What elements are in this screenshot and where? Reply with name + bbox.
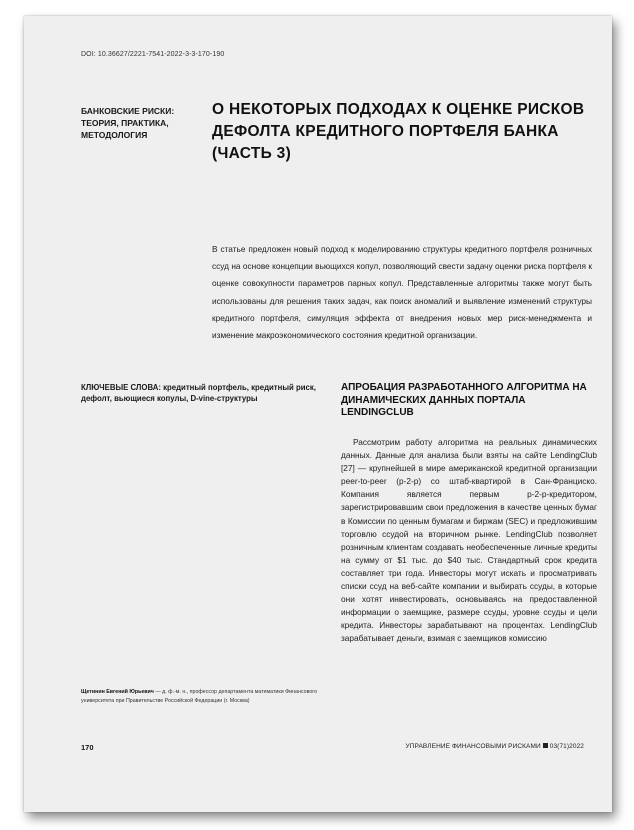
keywords — [81, 382, 326, 404]
section-heading: АПРОБАЦИЯ РАЗРАБОТАННОГО АЛГОРИТМА НА ДИНАМИЧЕСКИХ ДАННЫХ ПОРТАЛА LENDINGCLUB — [341, 382, 587, 418]
section-label: БАНКОВСКИЕ РИСКИ: ТЕОРИЯ, ПРАКТИКА, МЕТОДОЛОГИЯ — [81, 106, 175, 140]
article-title: О НЕКОТОРЫХ ПОДХОДАХ К ОЦЕНКЕ РИСКОВ ДЕФОЛТА КРЕДИТНОГО ПОРТФЕЛЯ БАНКА (ЧАСТЬ 3) — [212, 101, 585, 162]
abstract: В статье предложен новый подход к моделированию структуры кредитного портфеля розничных ссуд на основе концепции вьющихся копул, позволяющий свести задачу оценки риска портфеля к оценке совокупности параметров парных копул. Представленные алгоритмы также могут быть использованы для решения таких задач, как поиск аномалий и выявление изменений структуры кредитного портфеля, симуляция эффекта от внедрения новых мер риск-менеджмента и изменение макроэкономического состояния кредитной организации. — [212, 244, 592, 341]
page-number: 170 — [81, 743, 94, 752]
square-bullet-icon — [543, 743, 548, 748]
doi-line: DOI: 10.36627/2221-7541-2022-3-3-170-190 — [81, 51, 225, 58]
author-note — [81, 688, 341, 706]
journal-issue: 03(71)2022 — [549, 743, 584, 750]
keywords-label: КЛЮЧЕВЫЕ СЛОВА: — [81, 383, 161, 392]
document-page — [24, 16, 612, 812]
body-paragraph: Рассмотрим работу алгоритма на реальных динамических данных. Данные для анализа были взяты на сайте LendingClub [27] — крупнейшей в мире американской кредитной организации peer-to-peer (p-2-p) со штаб-квартирой в Сан-Франциско. Компания является первым p-2-p-кредитором, зарегистрировавшим свои предложения в качестве ценных бумаг в Комиссии по ценным бумагам и биржам (SEC) и предложившим торговлю ссудой на вторичном рынке. LendingClub позволяет розничным клиентам создавать необеспеченные личные кредиты на сумму от $1 тыс. до $40 тыс. Стандартный срок кредита составляет три года. Инвесторы могут искать и просматривать списки ссуд на веб-сайте компании и выбирать ссуды, в которые они хотят инвестировать, основываясь на предоставленной информации о заемщике, размере ссуды, уровне ссуды и цели кредита. Инвесторы зарабатывают на процентах. LendingClub зарабатывает деньги, взимая с заемщиков комиссию — [341, 437, 597, 644]
journal-footer — [406, 743, 585, 750]
keywords-text: кредитный портфель, кредитный риск, дефолт, вьющиеся копулы, D-vine-структуры — [81, 383, 316, 403]
author-details: — д. ф.-м. н., профессор департамента математики Финансового университета при Правительстве Российской Федерации (г. Москва) — [81, 689, 318, 704]
journal-name: УПРАВЛЕНИЕ ФИНАНСОВЫМИ РИСКАМИ — [405, 743, 541, 750]
author-name: Щетинин Евгений Юрьевич — [81, 689, 154, 695]
